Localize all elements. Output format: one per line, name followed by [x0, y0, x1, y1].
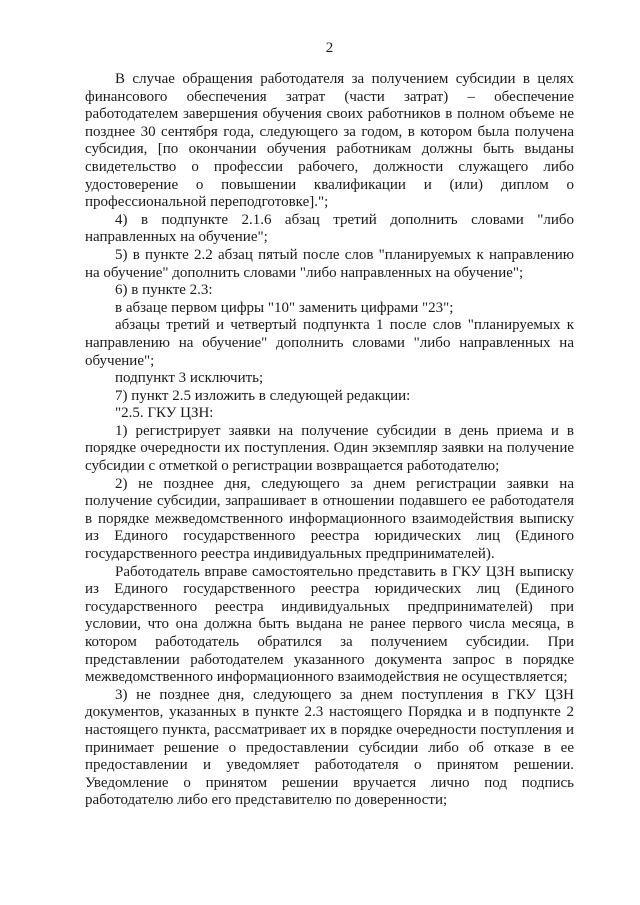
paragraph-item-6-first-abzac: в абзаце первом цифры "10" заменить цифрами "23"; — [115, 299, 454, 316]
paragraph-item-5: 5) в пункте 2.2 абзац пятый после слов "планируемых к направлению на обучение" дополнить словами "либо направленных на обучение"; — [85, 246, 574, 281]
paragraph-item-7: 7) пункт 2.5 изложить в следующей редакции: — [115, 387, 411, 404]
document-body — [85, 71, 574, 810]
page-number: 2 — [325, 40, 334, 56]
paragraph-2-5-subitem-3: 3) не позднее дня, следующего за днем поступления в ГКУ ЦЗН документов, указанных в пункте 2.3 настоящего Порядка и в подпункте 2 настоящего пункта, рассматривает их в порядке очередности поступления и принимает решение о предоставлении субсидии либо об отказе в ее предоставлении и уведомляет работодателя о принятом решении. Уведомление о принятом решении вручается лично под подпись работодателю либо его представителю по доверенности; — [85, 686, 574, 809]
paragraph-employer-right: Работодатель вправе самостоятельно представить в ГКУ ЦЗН выписку из Единого государственного реестра юридических лиц (Единого государственного реестра индивидуальных предпринимателей) при условии, что она должна быть выдана не ранее первого числа месяца, в котором работодатель обратился за получением субсидии. При представлении работодателем указанного документа запрос в порядке межведомственного информационного взаимодействия не осуществляется; — [85, 563, 574, 686]
paragraph-section-2-5-heading: "2.5. ГКУ ЦЗН: — [115, 405, 214, 422]
paragraph-2-5-subitem-1: 1) регистрирует заявки на получение субсидии в день приема и в порядке очередности их поступления. Один экземпляр заявки на получение субсидии с отметкой о регистрации возвращается работодателю; — [85, 422, 574, 475]
paragraph-item-6: 6) в пункте 2.3: — [115, 282, 213, 299]
paragraph-item-4: 4) в подпункте 2.1.6 абзац третий дополнить словами "либо направленных на обучение"; — [85, 211, 574, 246]
paragraph-subsidy-conditions: В случае обращения работодателя за получением субсидии в целях финансового обеспечения затрат (части затрат) – обеспечение работодателем завершения обучения своих работников в полном объеме не позднее 30 сентября года, следующего за годом, в котором была получена субсидия, [по окончании обучения работникам должны быть выданы свидетельство о профессии рабочего, должности служащего либо удостоверение о повышении квалификации и (или) диплом о профессиональной переподготовке]."; — [85, 71, 574, 211]
paragraph-item-6-subitem-3: подпункт 3 исключить; — [115, 370, 264, 387]
paragraph-item-6-abzacs-3-4: абзацы третий и четвертый подпункта 1 после слов "планируемых к направлению на обучение" дополнить словами "либо направленных на обучение"; — [85, 317, 574, 369]
paragraph-2-5-subitem-2: 2) не позднее дня, следующего за днем регистрации заявки на получение субсидии, запрашивает в отношении подавшего ее работодателя в порядке межведомственного информационного взаимодействия выписку из Единого государственного реестра юридических лиц (Единого государственного реестра индивидуальных предпринимателей). — [85, 475, 574, 563]
